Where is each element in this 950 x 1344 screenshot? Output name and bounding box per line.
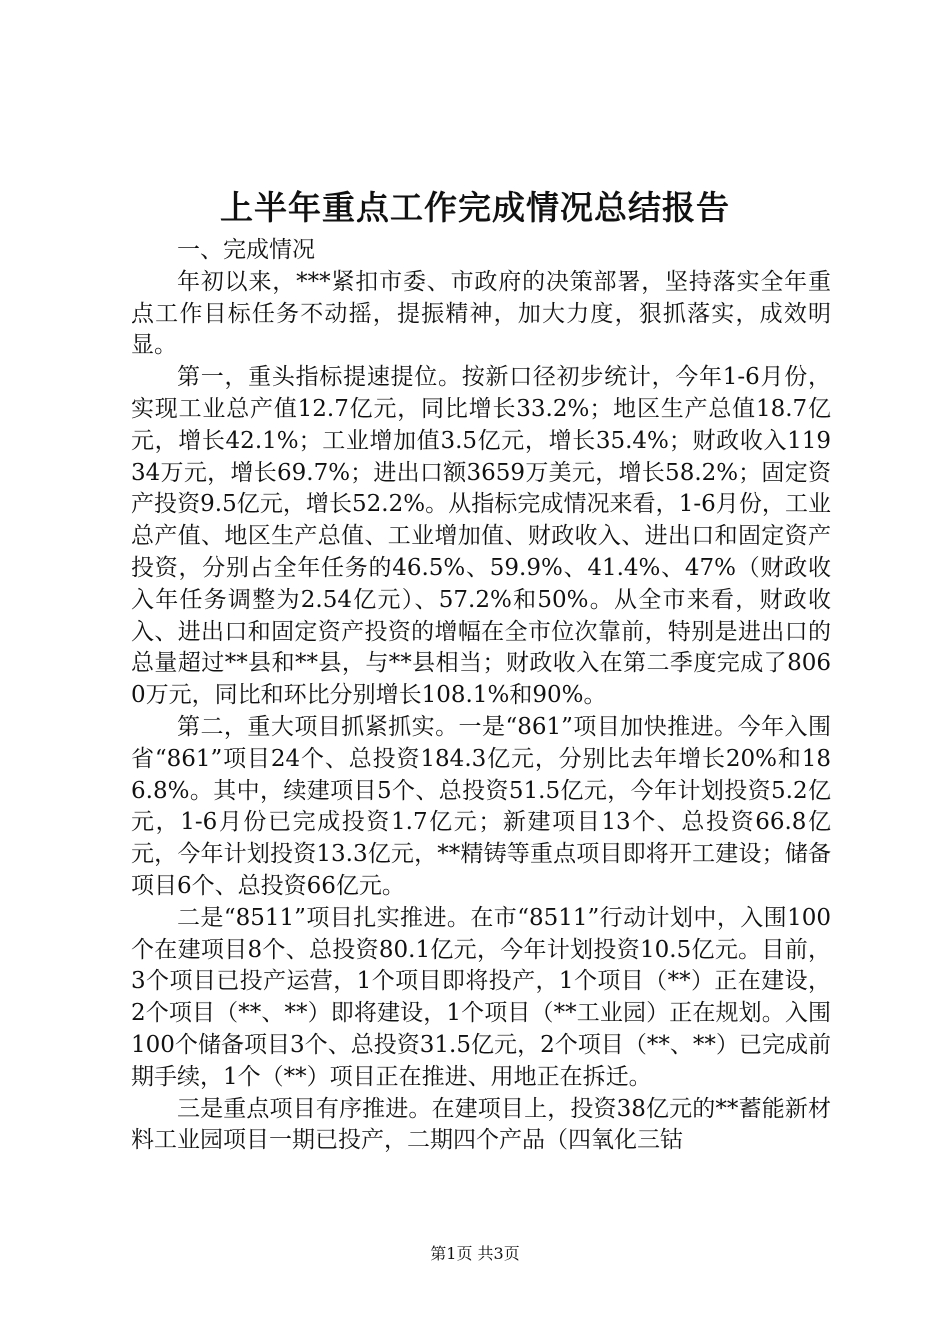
paragraph: 第二，重大项目抓紧抓实。一是“861”项目加快推进。今年入围省“861”项目24个、总投资184.3亿元，分别比去年增长20%和186.8%。其中，续建项目5个、总投资51.5亿元，今年计划投资5.2亿元，1-6月份已完成投资1.7亿元；新建项目13个、总投资66.8亿元，今年计划投资13.3亿元，**精铸等重点项目即将开工建设；储备项目6个、总投资66亿元。 [131, 713, 831, 899]
paragraph: 二是“8511”项目扎实推进。在市“8511”行动计划中，入围100个在建项目8个、总投资80.1亿元，今年计划投资10.5亿元。目前，3个项目已投产运营，1个项目即将投产，1个项目（**）正在建设，2个项目（**、**）即将建设，1个项目（**工业园）正在规划。入围100个储备项目3个、总投资31.5亿元，2个项目（**、**）已完成前期手续，1个（**）项目正在推进、用地正在拆迁。 [131, 904, 831, 1090]
document-title: 上半年重点工作完成情况总结报告 [220, 188, 730, 227]
paragraph: 第一，重头指标提速提位。按新口径初步统计，今年1-6月份，实现工业总产值12.7亿元，同比增长33.2%；地区生产总值18.7亿元，增长42.1%；工业增加值3.5亿元，增长35.4%；财政收入11934万元，增长69.7%；进出口额3659万美元，增长58.2%；固定资产投资9.5亿元，增长52.2%。从指标完成情况来看，1-6月份，工业总产值、地区生产总值、工业增加值、财政收入、进出口和固定资产投资，分别占全年任务的46.5%、59.9%、41.4%、47%（财政收入年任务调整为2.54亿元）、57.2%和50%。从全市来看，财政收入、进出口和固定资产投资的增幅在全市位次靠前，特别是进出口的总量超过**县和**县，与**县相当；财政收入在第二季度完成了8060万元，同比和环比分别增长108.1%和90%。 [131, 364, 831, 709]
paragraph: 年初以来，***紧扣市委、市政府的决策部署，坚持落实全年重点工作目标任务不动摇，提振精神，加大力度，狠抓落实，成效明显。 [131, 268, 831, 359]
document-body [131, 235, 831, 1157]
page-footer: 第1页 共3页 [430, 1244, 520, 1263]
section-heading: 一、完成情况 [177, 237, 315, 263]
paragraph: 三是重点项目有序推进。在建项目上，投资38亿元的**蓄能新材料工业园项目一期已投产，二期四个产品（四氧化三钴 [131, 1095, 831, 1154]
